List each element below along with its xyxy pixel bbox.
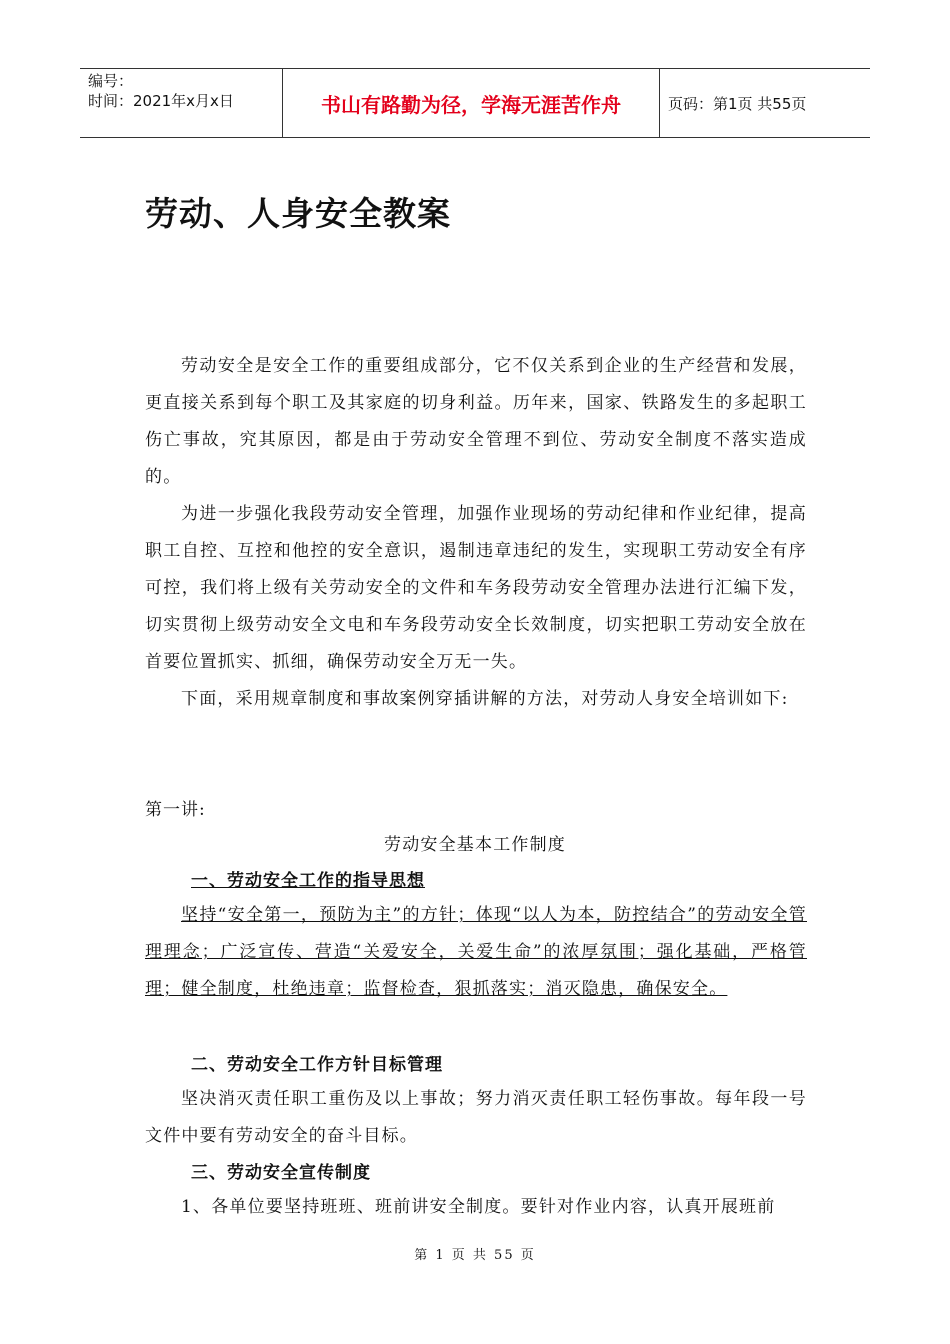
guiding-ideology-text: 坚持“安全第一，预防为主”的方针；体现“以人为本，防控结合”的劳动安全管理理念；广泛宣传、营造“关爱安全，关爱生命”的浓厚氛围；强化基础，严格管理；健全制度，杜绝违章；监督检查，狠抓落实；消灭隐患，确保安全。 (145, 905, 807, 999)
section-title: 劳动安全基本工作制度 (384, 835, 566, 855)
intro-paragraph-3: 下面，采用规章制度和事故案例穿插讲解的方法，对劳动人身安全培训如下: (181, 689, 789, 709)
heading-target-management: 二、劳动安全工作方针目标管理 (191, 1055, 443, 1075)
doc-number-label: 编号： (88, 72, 134, 90)
header-meta (80, 69, 282, 137)
document-title: 劳动、人身安全教案 (145, 194, 451, 233)
heading-publicity-system: 三、劳动安全宣传制度 (191, 1163, 371, 1183)
header-motto: 书山有路勤为径，学海无涯苦作舟 (282, 69, 660, 137)
lecture-label: 第一讲: (145, 800, 206, 820)
publicity-system-text: 1、各单位要坚持班班、班前讲安全制度。要针对作业内容，认真开展班前 (181, 1197, 776, 1217)
doc-time-label: 时间：2021年x月x日 (88, 92, 234, 110)
intro-paragraph-1: 劳动安全是安全工作的重要组成部分，它不仅关系到企业的生产经营和发展，更直接关系到每个职工及其家庭的切身利益。历年来，国家、铁路发生的多起职工伤亡事故，究其原因，都是由于劳动安全管理不到位、劳动安全制度不落实造成的。 (145, 356, 807, 487)
heading-guiding-ideology: 一、劳动安全工作的指导思想 (191, 871, 425, 891)
page-header (80, 68, 870, 138)
intro-paragraph-2: 为进一步强化我段劳动安全管理，加强作业现场的劳动纪律和作业纪律，提高职工自控、互控和他控的安全意识，遏制违章违纪的发生，实现职工劳动安全有序可控，我们将上级有关劳动安全的文件和车务段劳动安全管理办法进行汇编下发，切实贯彻上级劳动安全文电和车务段劳动安全长效制度，切实把职工劳动安全放在首要位置抓实、抓细，确保劳动安全万无一失。 (145, 504, 807, 672)
page-footer: 第 1 页 共 55 页 (414, 1248, 536, 1263)
target-management-text: 坚决消灭责任职工重伤及以上事故；努力消灭责任职工轻伤事故。每年段一号文件中要有劳动安全的奋斗目标。 (145, 1089, 807, 1146)
header-page-info: 页码：第1页 共55页 (668, 94, 807, 113)
